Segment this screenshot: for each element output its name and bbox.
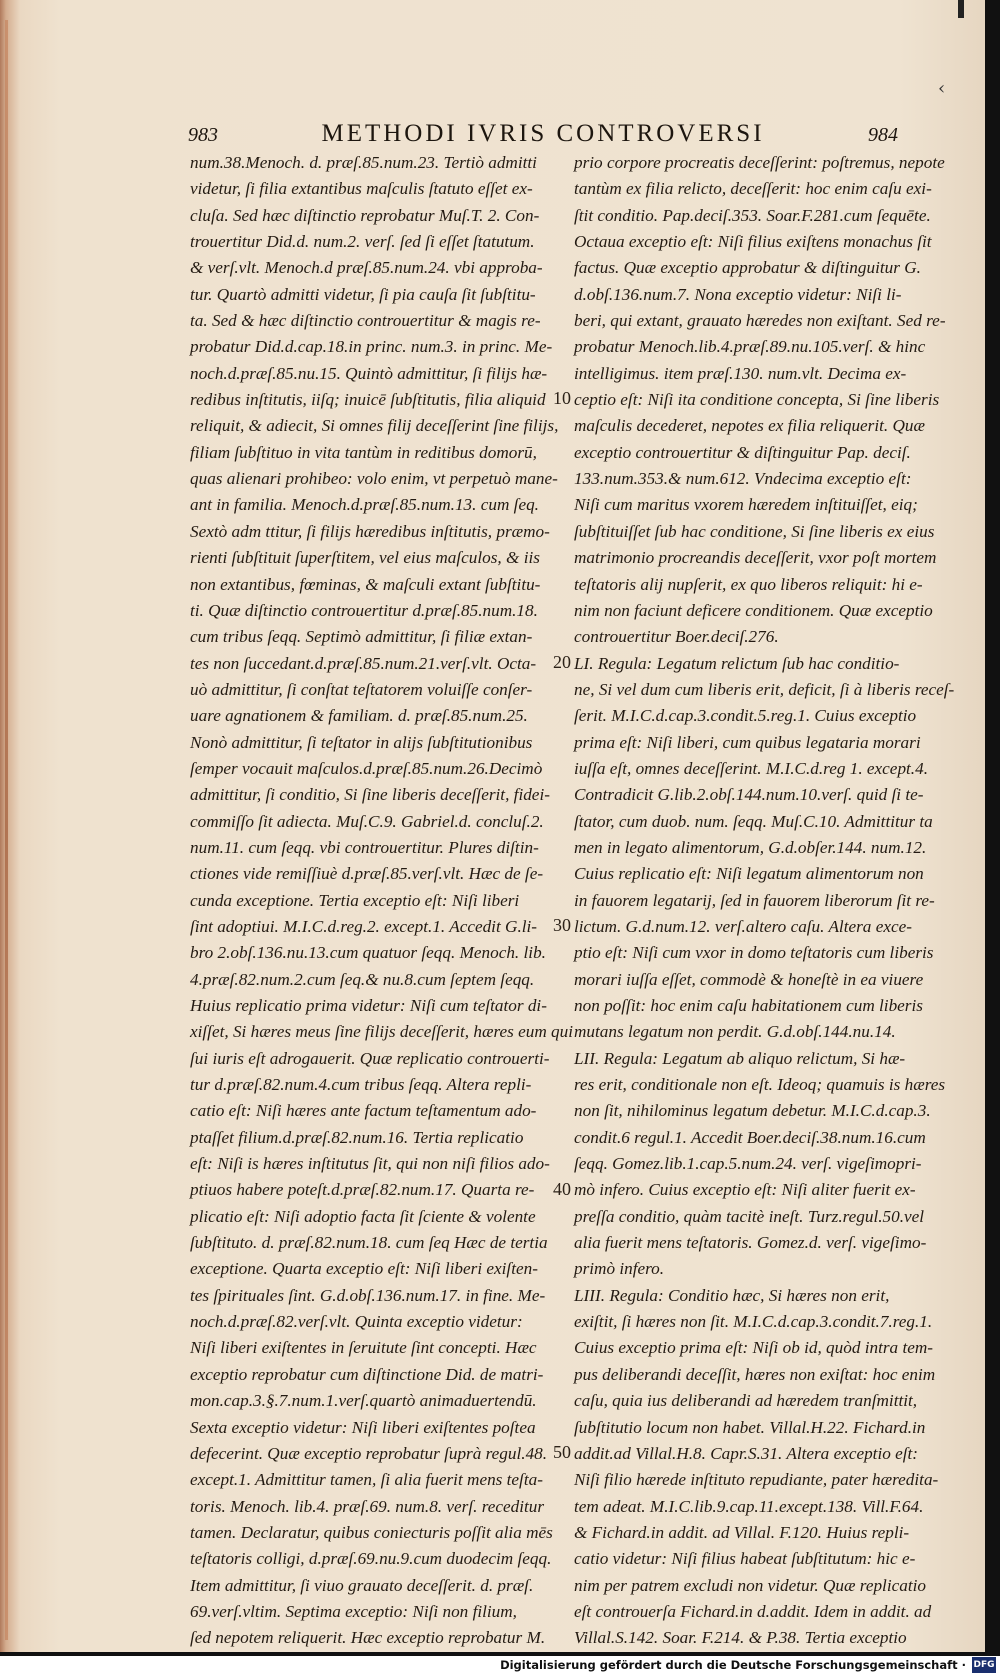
text-line: exiſtit, ſi hæres non ſit. M.I.C.d.cap.3.condit.7.reg.1. <box>574 1312 933 1332</box>
text-line: ſtit conditio. Pap.deciſ.353. Soar.F.281.cum ſequēte. <box>574 205 931 225</box>
text-line: preſſa conditio, quàm tacitè ineſt. Turz.regul.50.vel <box>574 1206 925 1226</box>
digitization-footer <box>500 1658 995 1678</box>
text-line: in fauorem legatarij, ſed in fauorem liberorum ſit re- <box>574 890 935 910</box>
text-line: controuertitur Boer.deciſ.276. <box>574 627 779 647</box>
page-number-left: 983 <box>188 124 218 146</box>
text-line: LI. Regula: Legatum relictum ſub hac conditio- <box>574 653 900 673</box>
text-line: intelligimus. item præſ.130. num.vlt. Decima ex- <box>574 363 907 383</box>
text-line: caſu, quia ius deliberandi ad hæredem tranſmittit, <box>574 1391 918 1411</box>
text-line: ptiuos habere poteſt.d.præſ.82.num.17. Quarta re- <box>190 1180 535 1200</box>
text-line: Cuius replicatio eſt: Niſi legatum alimentorum non <box>574 864 924 884</box>
dfg-logo: DFG <box>972 1657 996 1673</box>
text-line: ſint adoptiui. M.I.C.d.reg.2. except.1. Accedit G.li- <box>190 916 538 936</box>
footer-credit: Digitalisierung gefördert durch die Deutsche Forschungsgemeinschaft · <box>500 1658 966 1672</box>
text-line: ſtator, cum duob. num. ſeqq. Muſ.C.10. Admittitur ta <box>574 811 933 831</box>
page-edge <box>5 20 8 1640</box>
text-line: mutans legatum non perdit. G.d.obſ.144.nu.14. <box>574 1022 896 1042</box>
text-line: iuſſa eſt, omnes deceſſerint. M.I.C.d.reg 1. except.4. <box>574 758 928 778</box>
text-line: primò infero. <box>574 1259 665 1279</box>
text-line: Contradicit G.lib.2.obſ.144.num.10.verſ. quid ſi te- <box>574 785 924 805</box>
text-line: ſeqq. Gomez.lib.1.cap.5.num.24. verſ. vigeſimopri- <box>574 1154 922 1174</box>
text-line: non extantibus, fœminas, & maſculi extant ſubſtitu- <box>190 574 541 594</box>
text-line: ſubſtitutio locum non habet. Villal.H.22. Fichard.in <box>574 1417 926 1437</box>
text-line: commiſſo ſit adiecta. Muſ.C.9. Gabriel.d. concluſ.2. <box>190 811 544 831</box>
text-line: non ſit, nihilominus legatum debetur. M.I.C.d.cap.3. <box>574 1101 931 1121</box>
text-line: noch.d.præſ.85.nu.15. Quintò admittitur, ſi filijs hæ- <box>190 363 548 383</box>
text-line: prio corpore procreatis deceſſerint: poſtremus, nepote <box>574 153 945 172</box>
text-line: xiſſet, Si hæres meus ſine filijs deceſſerit, hæres eum qui <box>190 1022 574 1042</box>
text-line: 69.verſ.vltim. Septima exceptio: Niſi non filium, <box>190 1601 517 1621</box>
text-line: tantùm ex filia relicto, deceſſerit: hoc enim caſu exi- <box>574 179 932 199</box>
text-line: ptaſſet filium.d.præſ.82.num.16. Tertia replicatio <box>190 1127 524 1147</box>
line-number: 50 <box>553 1442 571 1463</box>
text-line: mon.cap.3.§.7.num.1.verſ.quartò animaduertendū. <box>190 1391 537 1411</box>
text-line: toris. Menoch. lib.4. præſ.69. num.8. verſ. receditur <box>190 1496 545 1516</box>
text-line: non poſſit: hoc enim caſu habitationem cum liberis <box>574 996 923 1015</box>
line-number: 30 <box>553 915 571 936</box>
page-number-right: 984 <box>868 124 898 146</box>
text-line: reliquit, & adiecit, Si omnes filij deceſſerint ſine filijs, <box>190 416 559 436</box>
running-header <box>188 120 898 150</box>
text-line: Niſi cum maritus vxorem hæredem inſtituiſſet, eiq; <box>574 495 918 515</box>
text-line: addit.ad Villal.H.8. Capr.S.31. Altera exceptio eſt: <box>574 1443 919 1463</box>
text-line: filiam ſubſtituo in vita tantùm in reditibus domorū, <box>190 442 537 462</box>
text-line: plicatio eſt: Niſi adoptio facta ſit ſciente & volente <box>190 1206 536 1226</box>
text-line: ant in familia. Menoch.d.præſ.85.num.13. cum ſeq. <box>190 495 539 515</box>
text-line: probatur Menoch.lib.4.præſ.89.nu.105.verſ. & hinc <box>574 337 926 357</box>
text-line: prima eſt: Niſi liberi, cum quibus legataria morari <box>574 732 921 752</box>
binding-mark <box>958 0 964 18</box>
text-line: matrimonio procreandis deceſſerit, vxor poſt mortem <box>574 548 937 568</box>
text-line: 4.præſ.82.num.2.cum ſeq.& nu.8.cum ſeptem ſeqq. <box>190 969 535 989</box>
text-line: ta. Sed & hæc diſtinctio controuertitur & magis re- <box>190 311 541 331</box>
text-line: Item admittitur, ſi viuo grauato deceſſerit. d. præſ. <box>190 1575 534 1595</box>
text-line: nim per patrem excludi non videtur. Quæ replicatio <box>574 1575 926 1595</box>
text-line: ſed nepotem reliquerit. Hæc exceptio reprobatur M. <box>190 1628 546 1648</box>
text-line: ſubſtituto. d. præſ.82.num.18. cum ſeq Hæc de tertia <box>190 1233 548 1253</box>
text-line: LII. Regula: Legatum ab aliquo relictum, Si hæ- <box>574 1048 906 1068</box>
text-line: Sexta exceptio videtur: Niſi liberi exiſtentes poſtea <box>190 1417 536 1437</box>
text-line: defecerint. Quæ exceptio reprobatur ſuprà regul.48. <box>190 1443 548 1463</box>
text-line: LIII. Regula: Conditio hæc, Si hæres non erit, <box>574 1285 890 1305</box>
text-line: tes non ſuccedant.d.præſ.85.num.21.verſ.vlt. Octa- <box>190 653 537 673</box>
text-line: tur. Quartò admitti videtur, ſi pia cauſa ſit ſubſtitu- <box>190 284 536 304</box>
text-line: ptio eſt: Niſi cum vxor in domo teſtatoris cum liberis <box>574 943 934 963</box>
text-line: & Fichard.in addit. ad Villal. F.120. Huius repli- <box>574 1522 910 1542</box>
text-line: tamen. Declaratur, quibus coniecturis poſſit alia mēs <box>190 1522 553 1542</box>
text-line: ſemper vocauit maſculos.d.præſ.85.num.26.Decimò <box>190 758 543 778</box>
text-line: alia fuerit mens teſtatoris. Gomez.d. verſ. vigeſimo- <box>574 1233 927 1253</box>
text-line: ceptio eſt: Niſi ita conditione concepta, Si ſine liberis <box>574 390 940 410</box>
running-title: METHODI IVRIS CONTROVERSI <box>321 120 765 147</box>
right-text-column <box>574 150 955 1652</box>
text-line: catio eſt: Niſi hæres ante factum teſtamentum ado- <box>190 1101 537 1121</box>
text-line: exceptio controuertitur & diſtinguitur Pap. deciſ. <box>574 442 911 462</box>
text-line: nim non faciunt deficere conditionem. Quæ exceptio <box>574 600 933 620</box>
text-line: Octaua exceptio eſt: Niſi filius exiſtens monachus ſit <box>574 232 932 252</box>
text-line: beri, qui extant, grauato hæredes non exiſtant. Sed re- <box>574 311 946 331</box>
text-line: Niſi filio hærede inſtituto repudiante, pater hæredita- <box>574 1470 939 1490</box>
text-line: bro 2.obſ.136.nu.13.cum quatuor ſeqq. Menoch. lib. <box>190 943 546 963</box>
text-line: d.obſ.136.num.7. Nona exceptio videtur: Niſi li- <box>574 284 902 304</box>
text-line: catio videtur: Niſi filius habeat ſubſtitutum: hic e- <box>574 1549 916 1569</box>
text-line: pus deliberandi deceſſit, hæres non exiſtat: hoc enim <box>574 1364 936 1384</box>
text-line: Huius replicatio prima videtur: Niſi cum teſtator di- <box>190 996 547 1015</box>
text-line: factus. Quæ exceptio approbatur & diſtinguitur G. <box>574 258 921 278</box>
text-line: tur d.præſ.82.num.4.cum tribus ſeqq. Altera repli- <box>190 1075 532 1095</box>
text-line: res erit, conditionale non eſt. Ideoq; quamuis is hæres <box>574 1075 946 1095</box>
text-line: tes ſpirituales ſint. G.d.obſ.136.num.17. in fine. Me- <box>190 1285 546 1305</box>
text-line: redibus inſtitutis, iiſq; inuicē ſubſtitutis, filia aliquid <box>190 390 546 410</box>
text-line: admittitur, ſi conditio, Si ſine liberis deceſſerit, fidei- <box>190 785 550 805</box>
text-line: ſui iuris eſt adrogauerit. Quæ replicatio controuerti- <box>190 1048 550 1068</box>
line-number: 40 <box>553 1178 571 1199</box>
text-line: ti. Quæ diſtinctio controuertitur d.præſ.85.num.18. <box>190 600 538 620</box>
text-line: Sextò adm ttitur, ſi filijs hæredibus inſtitutis, præmo- <box>190 521 550 541</box>
text-line: Nonò admittitur, ſi teſtator in alijs ſubſtitutionibus <box>190 732 533 752</box>
text-line: trouertitur Did.d. num.2. verſ. ſed ſi eſſet ſtatutum. <box>190 232 535 252</box>
text-line: ctiones vide remiſſiuè d.præſ.85.verſ.vlt. Hæc de ſe- <box>190 864 544 884</box>
line-number: 20 <box>553 651 571 672</box>
text-line: teſtatoris alij nupſerit, ex quo liberos reliquit: hi e- <box>574 574 923 594</box>
text-line: quas alienari prohibeo: volo enim, vt perpetuò mane- <box>190 469 558 489</box>
text-line: & verſ.vlt. Menoch.d præſ.85.num.24. vbi approba- <box>190 258 543 278</box>
text-line: uò admittitur, ſi conſtat teſtatorem voluiſſe conſer- <box>190 679 533 699</box>
text-line: ſubſtituiſſet ſub hac conditione, Si ſine liberis ex eius <box>574 521 935 541</box>
text-line: mò infero. Cuius exceptio eſt: Niſi aliter fuerit ex- <box>574 1180 916 1200</box>
text-line: exceptione. Quarta exceptio eſt: Niſi liberi exiſten- <box>190 1259 538 1279</box>
text-line: videtur, ſi filia extantibus maſculis ſtatuto eſſet ex- <box>190 179 533 199</box>
text-line: noch.d.præſ.82.verſ.vlt. Quinta exceptio videtur: <box>190 1312 523 1332</box>
text-line: cum tribus ſeqq. Septimò admittitur, ſi filiæ extan- <box>190 627 533 647</box>
text-line: exceptio reprobatur cum diſtinctione Did. de matri- <box>190 1364 544 1384</box>
text-line: 133.num.353.& num.612. Vndecima exceptio eſt: <box>574 469 912 489</box>
text-line: teſtatoris colligi, d.præſ.69.nu.9.cum duodecim ſeqq. <box>190 1549 552 1569</box>
text-line: eſt controuerſa Fichard.in d.addit. Idem in addit. ad <box>574 1601 932 1621</box>
text-line: uare agnationem & familiam. d. præſ.85.num.25. <box>190 706 528 726</box>
text-line: cunda exceptione. Tertia exceptio eſt: Niſi liberi <box>190 890 520 910</box>
text-line: men in legato alimentorum, G.d.obſer.144. num.12. <box>574 837 927 857</box>
text-line: Cuius exceptio prima eſt: Niſi ob id, quòd intra tem- <box>574 1338 933 1358</box>
text-line: ne, Si vel dum cum liberis erit, deficit, ſi à liberis receſ- <box>574 679 955 699</box>
ornament-mark: ‹ <box>938 78 946 99</box>
line-number: 10 <box>553 388 571 409</box>
text-line: cluſa. Sed hæc diſtinctio reprobatur Muſ.T. 2. Con- <box>190 205 540 225</box>
text-line: ſerit. M.I.C.d.cap.3.condit.5.reg.1. Cuius exceptio <box>574 706 917 726</box>
text-line: lictum. G.d.num.12. verſ.altero caſu. Altera exce- <box>574 916 912 936</box>
text-line: Niſi liberi exiſtentes in ſeruitute ſint concepti. Hæc <box>190 1338 537 1358</box>
text-line: maſculis decederet, nepotes ex filia reliquerit. Quæ <box>574 416 925 436</box>
text-line: condit.6 regul.1. Accedit Boer.deciſ.38.num.16.cum <box>574 1127 926 1147</box>
text-line: tem adeat. M.I.C.lib.9.cap.11.except.138. Vill.F.64. <box>574 1496 924 1516</box>
text-line: num.11. cum ſeqq. vbi controuertitur. Plures diſtin- <box>190 837 539 857</box>
text-line: eſt: Niſi is hæres inſtitutus ſit, qui non niſi filios ado- <box>190 1154 550 1174</box>
text-line: except.1. Admittitur tamen, ſi alia fuerit mens teſta- <box>190 1470 543 1490</box>
text-line: Villal.S.142. Soar. F.214. & P.38. Tertia exceptio <box>574 1628 907 1648</box>
text-line: probatur Did.d.cap.18.in princ. num.3. in princ. Me- <box>190 337 553 357</box>
text-line: morari iuſſa eſſet, commodè & honeſtè in ea viuere <box>574 969 924 989</box>
text-line: num.38.Menoch. d. præſ.85.num.23. Tertiò admitti <box>190 153 537 172</box>
text-line: rienti ſubſtituit ſuperſtitem, vel eius maſculos, & iis <box>190 548 540 568</box>
